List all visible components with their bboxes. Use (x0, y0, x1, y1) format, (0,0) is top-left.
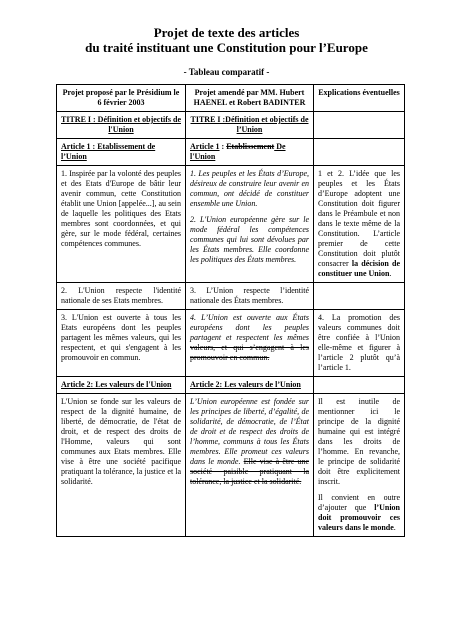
comparison-table (56, 84, 405, 537)
table-row-paragraph3 (57, 310, 405, 377)
table-header-row (57, 85, 405, 112)
values-col3: Il est inutile de mentionner ici le principe de la dignité humaine qui est intégré dans les droits de l’homme. En revanche, le principe de solidarité doit être explicitement inscrit. Il convient en outre d’ajouter que l’Union doit promouvoir ces valeurs dans le monde. (314, 394, 405, 537)
paragraph1-col2: 1. Les peuples et les États d’Europe, désireux de construire leur avenir en commun, ont décidé de constituer ensemble une Union. 2. L'Union européenne gère sur le mode fédéral les compétences communes qui lui sont dévolues par les États membres. Elle coordonne les politiques des États membres. (186, 166, 314, 283)
values-col1: L'Union se fonde sur les valeurs de respect de la dignité humaine, de liberté, de démocratie, de l'état de droit, et de respect des droits de l'Homme, valeurs qui sont communes aux Etats membres. Elle vise à être une société pacifique pratiquant la tolérance, la justice et la solidarité. (57, 394, 186, 537)
table-row-article1 (57, 139, 405, 166)
header-amended: Projet amendé par MM. Hubert HAENEL et Robert BADINTER (186, 85, 314, 112)
article1-heading-col2: Article 1 : Etablissement De l'Union (186, 139, 314, 166)
table-row-paragraph1 (57, 166, 405, 283)
header-explanations: Explications éventuelles (314, 85, 405, 112)
titre-col1: TITRE I : Définition et objectifs de l'Union (61, 115, 181, 134)
article1-heading-col1: Article 1 : Etablissement de l’Union (61, 142, 156, 161)
article2-heading-col2: Article 2: Les valeurs de l’Union (190, 380, 301, 389)
document-title-line2: du traité instituant une Constitution pour l’Europe (85, 40, 368, 55)
paragraph1-col3: 1 et 2. L’idée que les peuples et les États d’Europe adoptent une Constitution doit figurer dans le Préambule et non dans le texte même de la Constitution. L’article premier de cette Constitution doit plutôt consacrer la décision de constituer une Union. (314, 166, 405, 283)
titre-col2: TITRE I :Définition et objectifs de l’Union (190, 115, 309, 134)
table-row-values (57, 394, 405, 537)
article2-heading-col1: Article 2: Les valeurs de l'Union (61, 380, 172, 389)
paragraph3-col2: 4. L’Union est ouverte aux États européens dont les peuples partagent et respectent les mêmes valeurs, et qui s’engagent à les promouvoir en commun. (186, 310, 314, 377)
document-subtitle: - Tableau comparatif - (183, 67, 270, 77)
paragraph1-col1: 1. Inspirée par la volonté des peuples et des Etats d'Europe de bâtir leur avenir commun, cette Constitution établit une Union [appelée...], au sein de laquelle les politiques des Etats membres sont coordonnées, et qui gère, sur le mode fédéral, certaines compétences communes. (57, 166, 186, 283)
document-title-line1: Projet de texte des articles (153, 25, 300, 40)
paragraph3-col3: 4. La promotion des valeurs communes doit être confiée à l’Union elle-même et figurer à l’article 2 plutôt qu’à l’article 1. (314, 310, 405, 377)
paragraph2-col2: 3. L’Union respecte l’identité nationale des États membres. (186, 283, 314, 310)
paragraph3-col1: 3. L'Union est ouverte à tous les Etats européens dont les peuples partagent les mêmes valeurs, qui les respectent, et qui s'engagent à les promouvoir en commun. (57, 310, 186, 377)
header-presidium: Projet proposé par le Présidium le 6 février 2003 (57, 85, 186, 112)
table-row-paragraph2 (57, 283, 405, 310)
paragraph2-col1: 2. L'Union respecte l'identité nationale de ses Etats membres. (57, 283, 186, 310)
table-row-article2 (57, 377, 405, 394)
values-col2: L’Union européenne est fondée sur les principes de liberté, d’égalité, de solidarité, de démocratie, de l’État de droit et de respect des droits de l’homme, communs à tous les États membres. Elle promeut ces valeurs dans le monde. Elle vise à être une société paisible pratiquant la tolérance, la justice et la solidarité. (186, 394, 314, 537)
table-row-titre (57, 112, 405, 139)
